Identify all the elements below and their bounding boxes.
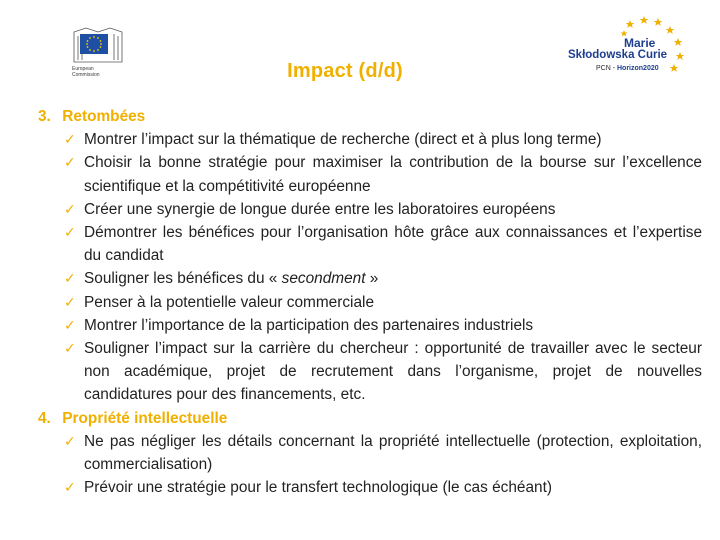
section-label: Propriété intellectuelle [58,409,228,427]
ec-logo-text: European Commission [72,66,100,78]
checkmark-icon: ✓ [64,224,76,241]
slide-content [38,105,702,499]
page-title: Impact (d/d) [287,60,403,82]
bullet-item [38,198,702,221]
section-label: Retombées [58,108,146,125]
bullet-text: Penser à la potentielle valeur commerciale [84,293,375,311]
checkmark-icon: ✓ [64,479,76,496]
checkmark-icon: ✓ [64,270,76,287]
msc-logo-line2: Skłodowska Curie [568,49,668,61]
msc-logo-line1: Marie [624,36,656,50]
bullet-item [38,337,702,407]
bullet-item [38,476,702,499]
bullet-item [38,128,702,151]
bullet-text: Choisir la bonne stratégie pour maximiser la contribution de la bourse sur l’excellence scientifique et la compétitivité européenne [84,154,702,195]
bullet-text: Souligner les bénéfices du « [84,270,282,288]
bullet-item [38,291,702,314]
ec-building-icon [70,22,126,64]
bullet-text: Souligner l’impact sur la carrière du chercheur : opportunité de travailler avec le secteur non académique, projet de recrutement dans l’organisme, projet de nouvelles candidatures pour des financements, etc. [84,340,702,404]
section-heading [38,105,702,128]
bullet-item [38,151,702,197]
checkmark-icon: ✓ [64,432,76,449]
checkmark-icon: ✓ [64,200,76,217]
section-number: 3. [38,108,51,125]
checkmark-icon: ✓ [64,293,76,310]
checkmark-icon: ✓ [64,154,76,171]
checkmark-icon: ✓ [64,131,76,148]
checkmark-icon: ✓ [64,340,76,357]
bullet-text: Créer une synergie de longue durée entre les laboratoires européens [84,200,556,218]
bullet-emphasis: secondment [281,270,366,288]
bullet-text: Montrer l’importance de la participation des partenaires industriels [84,316,534,334]
checkmark-icon: ✓ [64,316,76,333]
bullet-item [38,314,702,337]
section-heading [38,407,702,430]
section-number: 4. [38,409,51,427]
bullet-item [38,267,702,290]
bullet-text: Démontrer les bénéfices pour l’organisation hôte grâce aux connaissances et l’expertise du candidat [84,224,702,265]
bullet-item [38,430,702,476]
msc-logo-line3: PCN - Horizon2020 [596,65,659,72]
bullet-item [38,221,702,267]
bullet-text: Ne pas négliger les détails concernant la propriété intellectuelle (protection, exploitation, commercialisation) [84,432,702,474]
bullet-text: » [365,270,379,288]
bullet-text: Prévoir une stratégie pour le transfert technologique (le cas échéant) [84,479,552,497]
bullet-text: Montrer l’impact sur la thématique de recherche (direct et à plus long terme) [84,131,602,149]
